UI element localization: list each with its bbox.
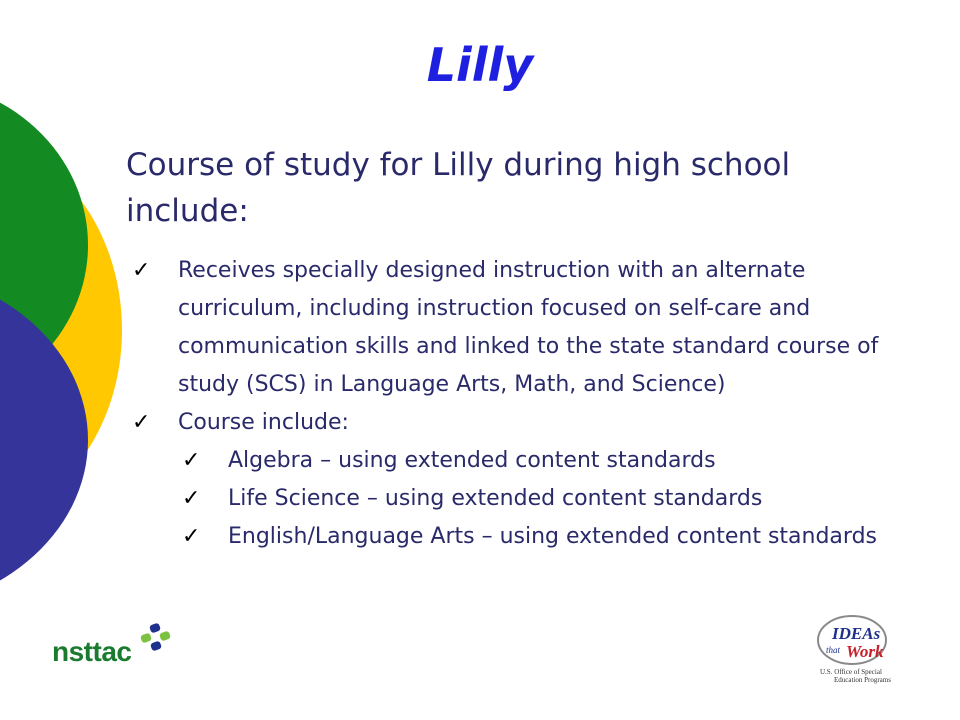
- ideas-logo-office-line1: U.S. Office of Special: [820, 668, 882, 676]
- ideas-logo-office-line2: Education Programs: [834, 676, 891, 684]
- sub-bullet-text: English/Language Arts – using extended content standards: [228, 524, 877, 549]
- slide-title: Lilly: [426, 38, 534, 92]
- bullet-text: Course include:: [178, 410, 349, 435]
- decorative-side-shapes: [0, 0, 140, 720]
- sub-bullet-item: [182, 442, 922, 480]
- ideas-logo-office: [820, 668, 904, 684]
- ideas-logo-work: Work: [846, 642, 884, 661]
- checkmark-icon: ✓: [182, 486, 201, 511]
- sub-bullet-item: [182, 480, 922, 518]
- checkmark-icon: ✓: [182, 524, 201, 549]
- nsttac-logo: [52, 622, 172, 670]
- bullet-item: [132, 252, 922, 404]
- slide-subtitle: Course of study for Lilly during high school include:: [126, 147, 791, 229]
- bullet-item: [132, 404, 922, 556]
- checkmark-icon: ✓: [132, 410, 151, 435]
- ideas-logo-that: that: [826, 645, 841, 655]
- sub-bullet-text: Algebra – using extended content standards: [228, 448, 716, 473]
- nsttac-logo-mark: [138, 622, 172, 656]
- checkmark-icon: ✓: [182, 448, 201, 473]
- nsttac-logo-text: nsttac: [52, 636, 132, 667]
- ideas-logo-text: IDEAs: [832, 624, 881, 643]
- sub-bullet-text: Life Science – using extended content standards: [228, 486, 763, 511]
- ideas-that-work-logo: [812, 612, 900, 692]
- bullet-list: [132, 252, 922, 556]
- checkmark-icon: ✓: [132, 258, 151, 283]
- sub-bullet-item: [182, 518, 922, 556]
- sub-bullet-list: [182, 442, 922, 556]
- bullet-text: Receives specially designed instruction with an alternate curriculum, including instruction focused on self-care and communication skills and linked to the state standard course of study (SCS) in Language Arts, Math, and Science): [178, 258, 879, 397]
